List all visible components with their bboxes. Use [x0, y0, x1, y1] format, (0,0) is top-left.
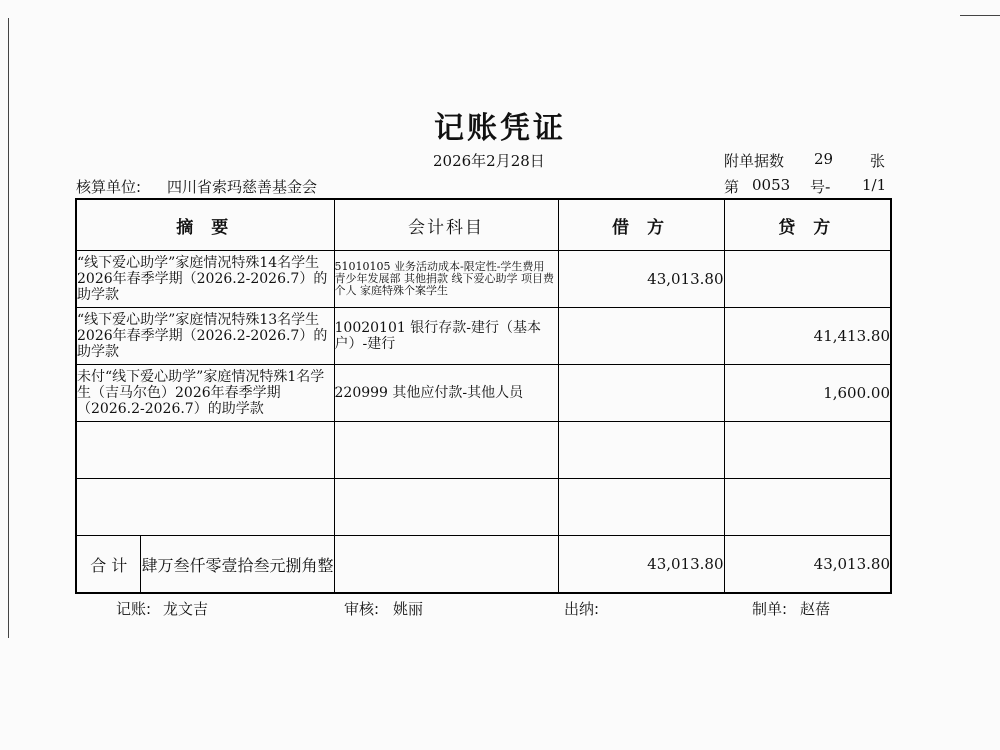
row-account: [334, 422, 558, 479]
row-account: 51010105 业务活动成本-限定性-学生费用 青少年发展部 其他捐款 线下爱心助学 项目费 个人 家庭特殊个案学生: [334, 251, 558, 308]
voucher-number-prefix: 第: [724, 178, 740, 196]
row-account: 10020101 银行存款-建行（基本户）-建行: [334, 308, 558, 365]
voucher-number: 0053: [752, 176, 791, 194]
attachments-unit: 张: [870, 152, 886, 170]
row-debit: [558, 479, 724, 536]
total-cell: [76, 536, 334, 594]
preparer-label: 制单:: [752, 600, 788, 618]
table-row: [76, 422, 891, 479]
cashier-label: 出纳:: [564, 600, 600, 618]
row-credit: [724, 479, 891, 536]
row-credit: 41,413.80: [724, 308, 891, 365]
preparer-name: 赵蓓: [800, 600, 831, 618]
header-debit: 借 方: [558, 199, 724, 251]
voucher-date: 2026年2月28日: [433, 152, 545, 170]
row-credit: [724, 422, 891, 479]
row-summary: [76, 479, 334, 536]
reviewer-label: 审核:: [344, 600, 380, 618]
row-summary: 未付“线下爱心助学”家庭情况特殊1名学生（吉马尔色）2026年春季学期（2026.2-2026.7）的助学款: [76, 365, 334, 422]
reviewer-name: 姚丽: [393, 600, 424, 618]
bookkeeper-name: 龙文吉: [163, 600, 209, 618]
voucher-title: 记账凭证: [434, 111, 566, 146]
voucher-number-suffix: 号-: [810, 178, 831, 196]
row-debit: 43,013.80: [558, 251, 724, 308]
voucher-table: [75, 198, 892, 594]
row-summary: “线下爱心助学”家庭情况特殊14名学生2026年春季学期（2026.2-2026.7）的助学款: [76, 251, 334, 308]
table-row: [76, 365, 891, 422]
header-summary: 摘 要: [76, 199, 334, 251]
table-row: [76, 479, 891, 536]
scan-edge-top: [960, 15, 1000, 16]
row-debit: [558, 365, 724, 422]
header-row: [76, 199, 891, 251]
header-credit: 贷 方: [724, 199, 891, 251]
total-amount-words: 肆万叁仟零壹拾叁元捌角整: [141, 555, 334, 575]
table-row: [76, 251, 891, 308]
row-credit: 1,600.00: [724, 365, 891, 422]
total-row: [76, 536, 891, 594]
attachments-count: 29: [814, 150, 834, 168]
header-account: 会计科目: [334, 199, 558, 251]
row-summary: “线下爱心助学”家庭情况特殊13名学生2026年春季学期（2026.2-2026.7）的助学款: [76, 308, 334, 365]
unit-label: 核算单位:: [76, 178, 142, 196]
row-debit: [558, 422, 724, 479]
total-credit: 43,013.80: [724, 536, 891, 594]
table-row: [76, 308, 891, 365]
voucher-page: 1/1: [862, 176, 887, 194]
row-account: 220999 其他应付款-其他人员: [334, 365, 558, 422]
row-debit: [558, 308, 724, 365]
row-credit: [724, 251, 891, 308]
total-label: 合 计: [77, 536, 141, 592]
row-account: [334, 479, 558, 536]
bookkeeper-label: 记账:: [116, 600, 152, 618]
unit-name: 四川省索玛慈善基金会: [167, 178, 318, 196]
total-account-empty: [334, 536, 558, 594]
attachments-label: 附单据数: [724, 152, 785, 170]
total-debit: 43,013.80: [558, 536, 724, 594]
row-summary: [76, 422, 334, 479]
